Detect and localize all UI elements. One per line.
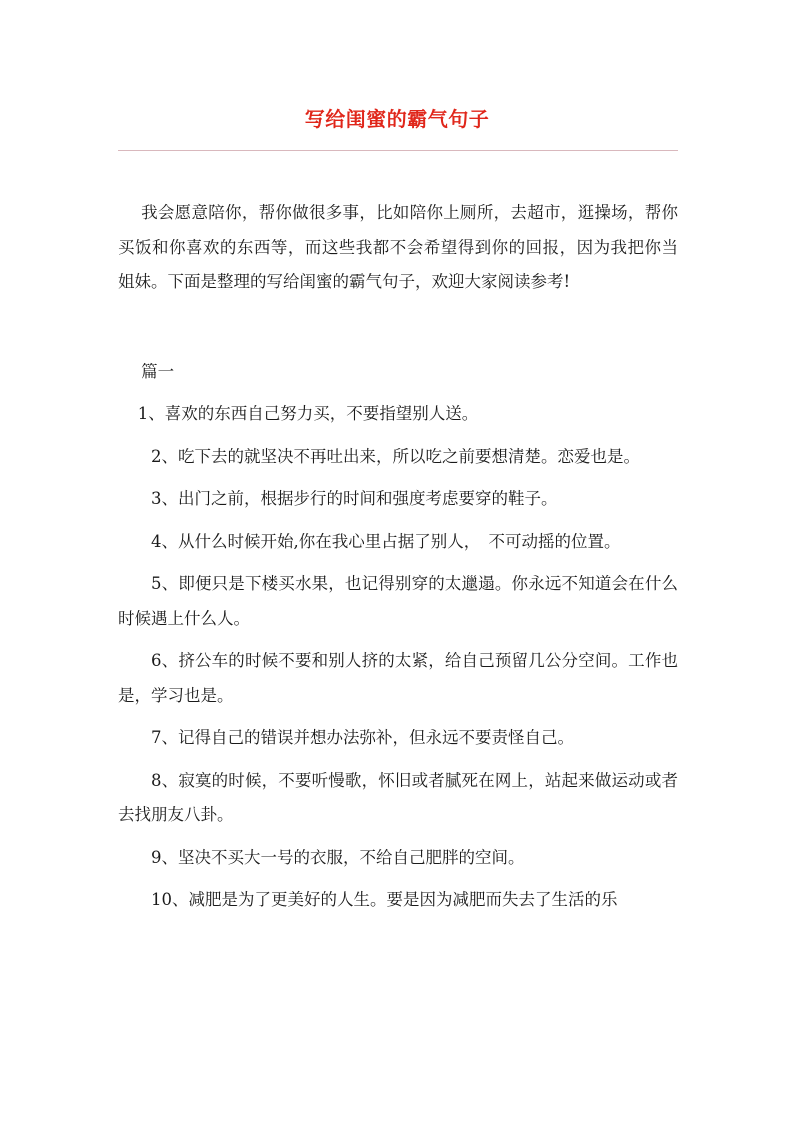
document-title: 写给闺蜜的霸气句子 (304, 107, 490, 131)
list-item: 4、从什么时候开始,你在我心里占据了别人， 不可动摇的位置。 (151, 531, 621, 551)
list-item: 6、挤公车的时候不要和别人挤的太紧，给自己预留几公分空间。工作也是，学习也是。 (118, 651, 678, 705)
intro-paragraph: 我会愿意陪你，帮你做很多事，比如陪你上厕所，去超市，逛操场，帮你买饭和你喜欢的东西等，而这些我都不会希望得到你的回报，因为我把你当姐妹。下面是整理的写给闺蜜的霸气句子，欢迎大家阅读参考! (118, 203, 678, 291)
list-item: 1、喜欢的东西自己努力买，不要指望别人送。 (137, 404, 479, 423)
list-item: 8、寂寞的时候，不要听慢歌，怀旧或者腻死在网上，站起来做运动或者去找朋友八卦。 (118, 770, 678, 824)
list-item: 9、坚决不买大一号的衣服，不给自己肥胖的空间。 (151, 847, 525, 867)
list-item: 7、记得自己的错误并想办法弥补，但永远不要责怪自己。 (151, 728, 574, 747)
list-item: 5、即便只是下楼买水果，也记得别穿的太邋遢。你永远不知道会在什么时候遇上什么人。 (118, 574, 678, 628)
document-body (118, 196, 678, 926)
list-item: 2、吃下去的就坚决不再吐出来，所以吃之前要想清楚。恋爱也是。 (151, 446, 640, 466)
title-divider (118, 150, 678, 151)
list-item: 3、出门之前，根据步行的时间和强度考虑要穿的鞋子。 (151, 489, 558, 508)
section-heading: 篇一 (141, 361, 175, 381)
list-item: 10、减肥是为了更美好的人生。要是因为减肥而失去了生活的乐 (151, 890, 618, 909)
